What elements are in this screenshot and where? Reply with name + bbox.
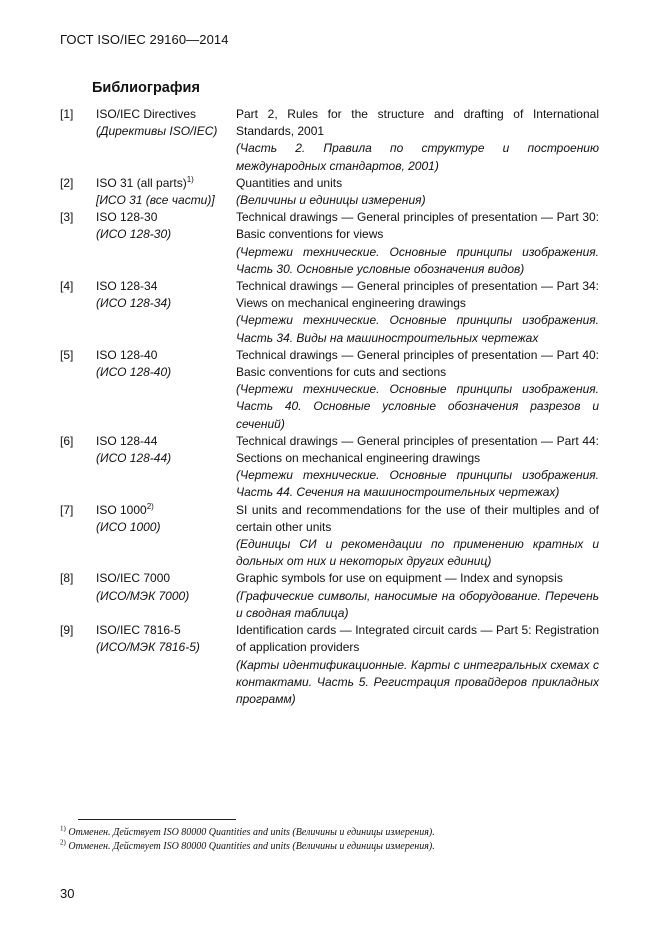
bibliography-entry <box>60 175 600 209</box>
description-en: Part 2, Rules for the structure and drafting of International Standards, 2001 <box>236 107 599 139</box>
description-en: Technical drawings — General principles of presentation — Part 44: Sections on mechanical engineering drawings <box>236 433 599 466</box>
description-en: SI units and recommendations for the use of their multiples and of certain other units <box>236 502 599 534</box>
entry-reference <box>96 570 228 604</box>
reference-code: ISO 128-34 <box>96 279 158 294</box>
reference-code-ru: (ИСО/МЭК 7816-5) <box>96 640 200 655</box>
reference-code-ru: (ИСО 128-34) <box>96 296 172 311</box>
footnote-mark: 2) <box>60 838 66 847</box>
reference-code-ru: (ИСО 128-44) <box>96 451 172 466</box>
footnote-ref-mark: 1) <box>186 174 194 184</box>
reference-code: ISO 31 (all parts) <box>96 175 187 190</box>
entry-reference <box>96 209 228 243</box>
description-en: Technical drawings — General principles of presentation — Part 30: Basic conventions for views <box>236 210 599 242</box>
reference-code: ISO 128-40 <box>96 347 158 362</box>
entry-number: [7] <box>60 502 74 517</box>
entry-description <box>236 106 599 175</box>
description-ru: (Чертежи технические. Основные принципы изображения. Часть 40. Основные условные обозначения разрезов и сечений) <box>236 382 599 431</box>
entry-number: [5] <box>60 347 74 362</box>
reference-code-ru: (ИСО/МЭК 7000) <box>96 588 190 603</box>
entry-description <box>236 570 599 622</box>
description-ru: (Чертежи технические. Основные принципы изображения. Часть 44. Сечения на машиностроительных чертежах) <box>236 468 599 500</box>
entry-description <box>236 347 599 433</box>
entry-description <box>236 622 599 708</box>
bibliography-entry <box>60 502 600 571</box>
entry-description <box>236 502 599 571</box>
entry-reference <box>96 278 228 312</box>
footnote-2 <box>60 840 600 854</box>
section-title: Библиография <box>92 80 200 96</box>
reference-code-ru: (Директивы ISO/IEC) <box>96 124 218 139</box>
bibliography-entry <box>60 278 600 347</box>
entry-number: [4] <box>60 279 74 294</box>
reference-code-ru: (ИСО 128-40) <box>96 365 172 380</box>
description-ru: (Часть 2. Правила по структуре и построению международных стандартов, 2001) <box>236 141 599 173</box>
entry-reference <box>96 433 228 467</box>
running-header: ГОСТ ISO/IEC 29160—2014 <box>60 32 229 47</box>
reference-code: ISO 1000 <box>96 502 147 517</box>
reference-code-ru: [ИСО 31 (все части)] <box>96 193 215 208</box>
entry-reference <box>96 502 228 536</box>
description-ru: (Графические символы, наносимые на оборудование. Перечень и сводная таблица) <box>236 588 599 620</box>
bibliography-entry <box>60 209 600 278</box>
entry-description <box>236 175 599 209</box>
footnote-text: Отменен. Действует ISO 80000 Quantities and units (Величины и единицы измерения). <box>68 841 435 852</box>
bibliography-entry <box>60 106 600 175</box>
entry-reference <box>96 106 228 140</box>
entry-reference <box>96 347 228 381</box>
description-ru: (Единицы СИ и рекомендации по применению кратных и дольных от них и некоторых других единиц) <box>236 537 599 569</box>
entry-reference <box>96 175 228 209</box>
footnotes <box>60 826 600 854</box>
entry-number: [1] <box>60 107 74 121</box>
footnote-ref-mark: 2) <box>146 501 154 511</box>
bibliography-entry <box>60 622 600 708</box>
description-en: Technical drawings — General principles of presentation — Part 34: Views on mechanical engineering drawings <box>236 279 599 311</box>
entry-description <box>236 433 599 502</box>
reference-code: ISO 128-30 <box>96 210 158 225</box>
reference-code: ISO/IEC 7000 <box>96 571 171 586</box>
bibliography-list <box>60 106 600 708</box>
description-ru: (Чертежи технические. Основные принципы изображения. Часть 30. Основные условные обозначения видов) <box>236 244 599 276</box>
description-en: Identification cards — Integrated circuit cards — Part 5: Registration of application providers <box>236 623 599 655</box>
description-ru: (Чертежи технические. Основные принципы изображения. Часть 34. Виды на машиностроительных чертежах <box>236 313 599 345</box>
entry-number: [3] <box>60 210 74 225</box>
description-ru: (Карты идентификационные. Карты с интегральных схемах с контактами. Часть 5. Регистрация провайдеров прикладных программ) <box>236 657 599 706</box>
entry-description <box>236 209 599 278</box>
entry-number: [9] <box>60 623 74 638</box>
reference-code-ru: (ИСО 1000) <box>96 519 161 534</box>
entry-reference <box>96 622 228 656</box>
entry-number: [8] <box>60 571 74 586</box>
description-en: Graphic symbols for use on equipment — Index and synopsis <box>236 571 563 586</box>
page-number: 30 <box>60 886 75 901</box>
description-en: Technical drawings — General principles of presentation — Part 40: Basic conventions for cuts and sections <box>236 347 599 380</box>
footnote-divider <box>78 819 236 820</box>
footnote-text: Отменен. Действует ISO 80000 Quantities and units (Величины и единицы измерения). <box>68 827 435 838</box>
footnote-1 <box>60 826 600 840</box>
entry-number: [6] <box>60 433 74 448</box>
reference-code: ISO/IEC 7816-5 <box>96 623 181 638</box>
footnote-mark: 1) <box>60 824 66 833</box>
description-en: Quantities and units <box>236 175 343 190</box>
entry-description <box>236 278 599 347</box>
bibliography-entry <box>60 347 600 433</box>
reference-code-ru: (ИСО 128-30) <box>96 227 172 242</box>
reference-code: ISO/IEC Directives <box>96 107 197 121</box>
reference-code: ISO 128-44 <box>96 433 158 448</box>
bibliography-entry <box>60 433 600 502</box>
description-ru: (Величины и единицы измерения) <box>236 193 426 208</box>
bibliography-entry <box>60 570 600 622</box>
entry-number: [2] <box>60 175 74 190</box>
